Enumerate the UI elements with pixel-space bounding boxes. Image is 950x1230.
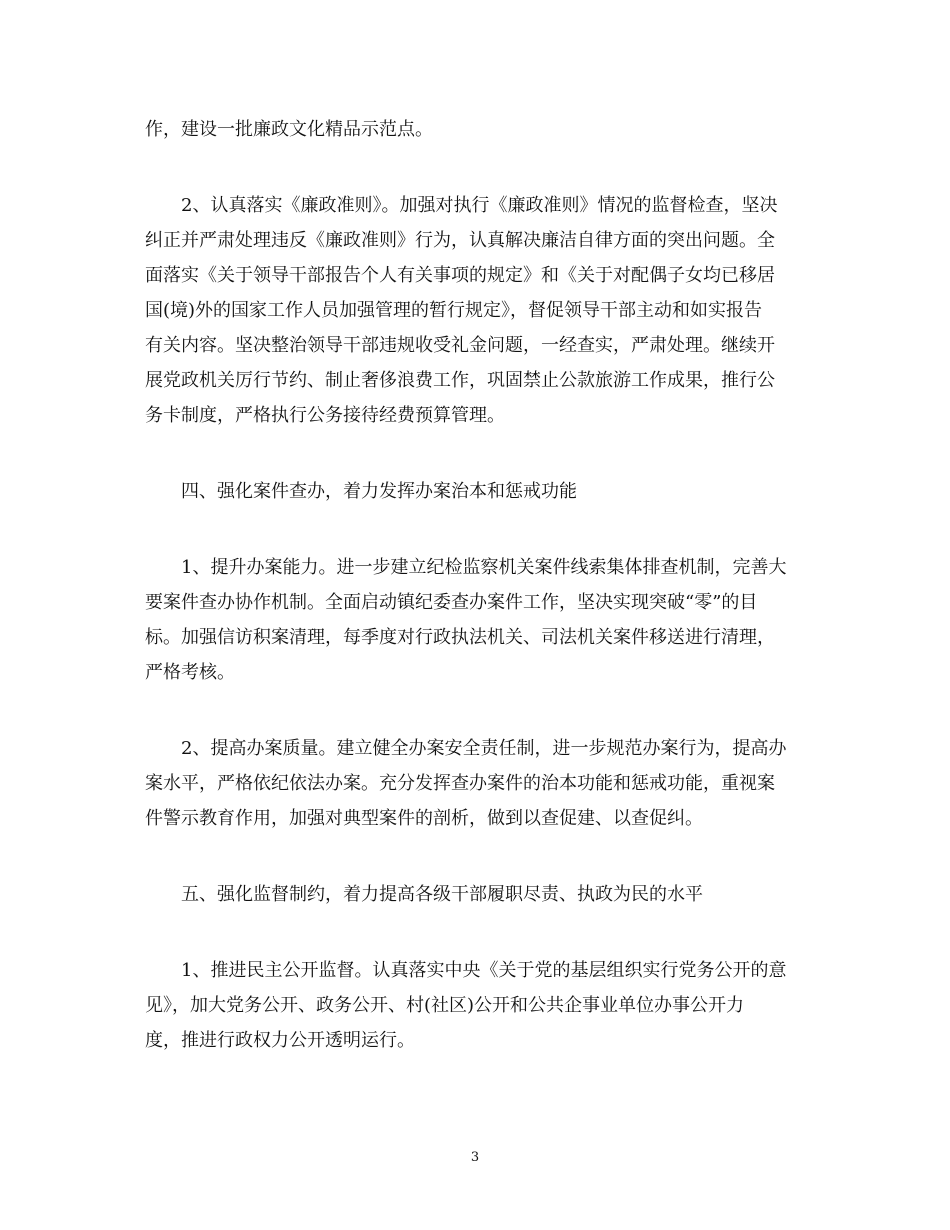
page-number: 3 [470, 1150, 480, 1165]
text-line: 作，建设一批廉政文化精品示范点。 [145, 119, 433, 140]
text-line: 务卡制度，严格执行公务接待经费预算管理。 [145, 405, 505, 426]
text-line: 面落实《关于领导干部报告个人有关事项的规定》和《关于对配偶子女均已移居 [145, 265, 775, 286]
text-line: 严格考核。 [145, 662, 235, 683]
section-heading: 四、强化案件查办，着力发挥办案治本和惩戒功能 [145, 481, 577, 502]
text-line: 度，推进行政权力公开透明运行。 [145, 1030, 415, 1051]
text-line: 标。加强信访积案清理，每季度对行政执法机关、司法机关案件移送进行清理， [145, 627, 775, 648]
text-line: 2、提高办案质量。建立健全办案安全责任制，进一步规范办案行为，提高办 [145, 738, 787, 759]
text-line: 国(境)外的国家工作人员加强管理的暂行规定》，督促领导干部主动和如实报告 [145, 300, 763, 321]
text-line: 件警示教育作用，加强对典型案件的剖析，做到以查促建、以查促纠。 [145, 808, 703, 829]
text-line: 有关内容。坚决整治领导干部违规收受礼金问题，一经查实，严肃处理。继续开 [145, 335, 775, 356]
text-line: 见》，加大党务公开、政务公开、村(社区)公开和公共企事业单位办事公开力 [145, 995, 745, 1016]
text-line: 展党政机关厉行节约、制止奢侈浪费工作，巩固禁止公款旅游工作成果，推行公 [145, 370, 775, 391]
text-line: 纠正并严肃处理违反《廉政准则》行为，认真解决廉洁自律方面的突出问题。全 [145, 230, 775, 251]
text-line: 1、推进民主公开监督。认真落实中央《关于党的基层组织实行党务公开的意 [145, 960, 787, 981]
text-line: 1、提升办案能力。进一步建立纪检监察机关案件线索集体排查机制，完善大 [145, 557, 787, 578]
section-heading: 五、强化监督制约，着力提高各级干部履职尽责、执政为民的水平 [145, 884, 703, 905]
text-line: 案水平，严格依纪依法办案。充分发挥查办案件的治本功能和惩戒功能，重视案 [145, 773, 775, 794]
text-line: 2、认真落实《廉政准则》。加强对执行《廉政准则》情况的监督检查，坚决 [145, 195, 778, 216]
text-line: 要案件查办协作机制。全面启动镇纪委查办案件工作，坚决实现突破“零”的目 [145, 592, 758, 613]
